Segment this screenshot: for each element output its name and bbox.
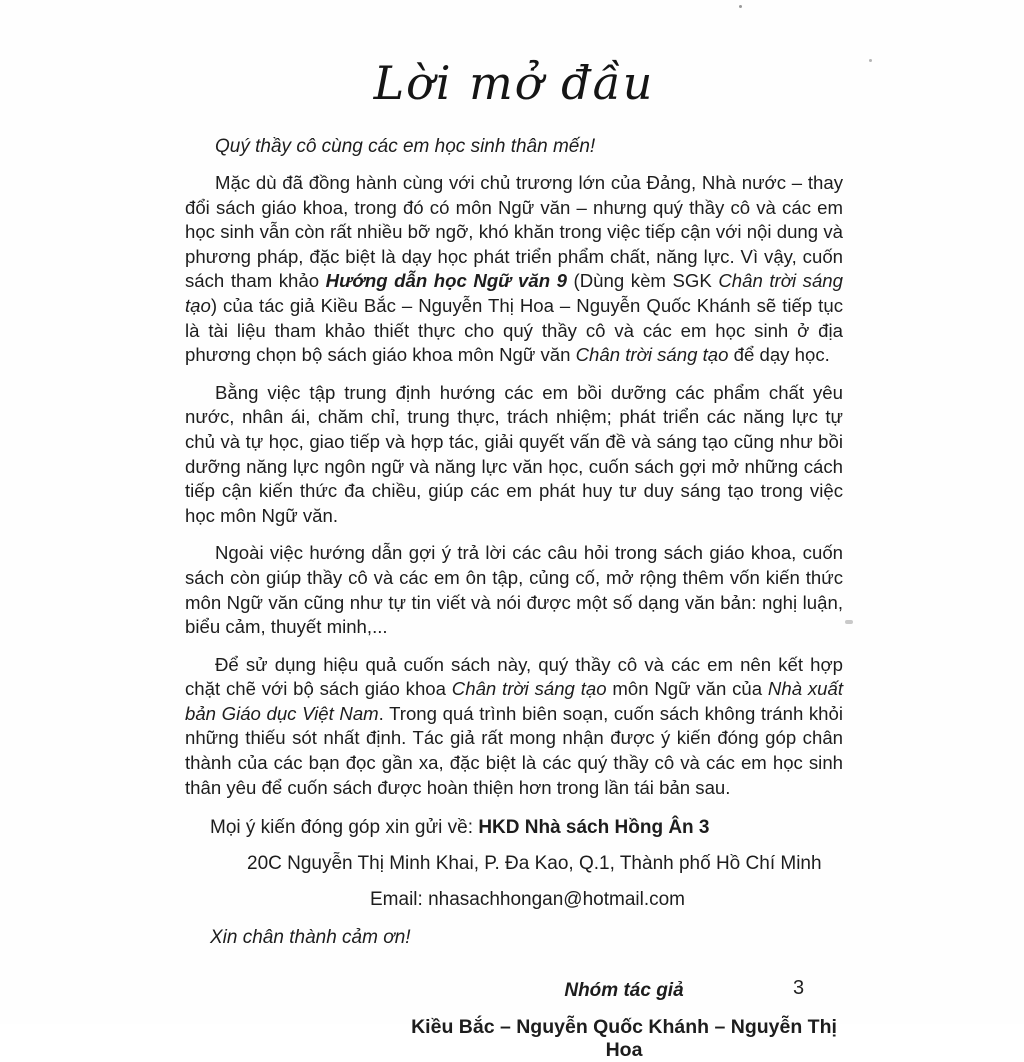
scan-speck <box>869 59 872 62</box>
paragraph-2: Bằng việc tập trung định hướng các em bồi dưỡng các phẩm chất yêu nước, nhân ái, chăm chỉ, trung thực, trách nhiệm; phát triển các năng lực tự chủ và tự học, giao tiếp và hợp tác, giải quyết vấn đề và sáng tạo cũng như bồi dưỡng năng lực ngôn ngữ và năng lực văn học, cuốn sách gợi mở những cách tiếp cận kiến thức đa chiều, giúp các em phát huy tư duy sáng tạo trong việc học môn Ngữ văn. <box>185 381 843 526</box>
page-title: Lời mở đầu <box>373 56 655 110</box>
paragraph-1 <box>185 171 843 368</box>
store-address: 20C Nguyễn Thị Minh Khai, P. Đa Kao, Q.1, Thành phố Hồ Chí Minh <box>247 853 822 875</box>
paragraph-4 <box>185 653 843 801</box>
paragraph-3: Ngoài việc hướng dẫn gợi ý trả lời các câu hỏi trong sách giáo khoa, cuốn sách còn giúp thầy cô và các em ôn tập, củng cố, mở rộng thêm vốn kiến thức môn Ngữ văn cũng như tự tin viết và nói được một số dạng văn bản: nghị luận, biểu cảm, thuyết minh,... <box>185 542 843 638</box>
publisher-name-italic: Nhà xuất bản Giáo dục Việt Nam <box>185 678 843 724</box>
paragraph-1-run-2: (Dùng kèm SGK <box>566 270 719 292</box>
signature-block <box>405 980 843 1062</box>
scan-speck <box>739 5 742 8</box>
contact-email: Email: nhasachhongan@hotmail.com <box>370 889 686 911</box>
author-names: Kiều Bắc – Nguyễn Quốc Khánh – Nguyễn Thị Hoa <box>411 1016 837 1062</box>
paragraph-4-run-4: . Trong quá trình biên soạn, cuốn sách không tránh khỏi những thiếu sót nhất định. Tác giả rất mong nhận được ý kiến đóng góp chân thành của các bạn đọc gần xa, đặc biệt là các quý thầy cô và các em học sinh thân yêu để cuốn sách được hoàn thiện hơn trong lần tái bản sau. <box>185 702 843 798</box>
feedback-prefix: Mọi ý kiến đóng góp xin gửi về: <box>210 817 479 839</box>
feedback-line <box>185 816 843 840</box>
series-name-italic: Chân trời sáng tạo <box>185 270 843 316</box>
greeting-line: Quý thầy cô cùng các em học sinh thân mến! <box>215 136 596 157</box>
series-name-italic-3: Chân trời sáng tạo <box>451 678 607 700</box>
paragraph-1-run-4: ) của tác giả Kiều Bắc – Nguyễn Thị Hoa – Nguyễn Quốc Khánh sẽ tiếp tục là tài liệu tham khảo thiết thực cho quý thầy cô và các em học sinh ở địa phương chọn bộ sách giáo khoa môn Ngữ văn <box>185 294 843 366</box>
paragraph-1-run-0: Mặc dù đã đồng hành cùng với chủ trương lớn của Đảng, Nhà nước – thay đổi sách giáo khoa, trong đó có môn Ngữ văn – nhưng quý thầy cô và các em học sinh vẫn còn rất nhiều bỡ ngỡ, khó khăn trong việc tiếp cận với nội dung và phương pháp, đặc biệt là dạy học phát triển phẩm chất, năng lực. Vì vậy, cuốn sách tham khảo <box>185 172 843 292</box>
author-group-label: Nhóm tác giả <box>564 980 684 1002</box>
page-content <box>185 0 843 1062</box>
series-name-italic-2: Chân trời sáng tạo <box>575 344 729 366</box>
book-title-bold: Hướng dẫn học Ngữ văn 9 <box>325 270 567 292</box>
paragraph-4-run-2: môn Ngữ văn của <box>606 678 768 700</box>
thanks-line: Xin chân thành cảm ơn! <box>210 927 411 949</box>
store-name: HKD Nhà sách Hồng Ân 3 <box>478 817 710 839</box>
page-number: 3 <box>793 977 805 999</box>
paragraph-1-run-6: để dạy học. <box>728 344 830 366</box>
paragraph-4-run-0: Để sử dụng hiệu quả cuốn sách này, quý thầy cô và các em nên kết hợp chặt chẽ với bộ sách giáo khoa <box>185 653 843 700</box>
scan-speck <box>845 620 853 624</box>
